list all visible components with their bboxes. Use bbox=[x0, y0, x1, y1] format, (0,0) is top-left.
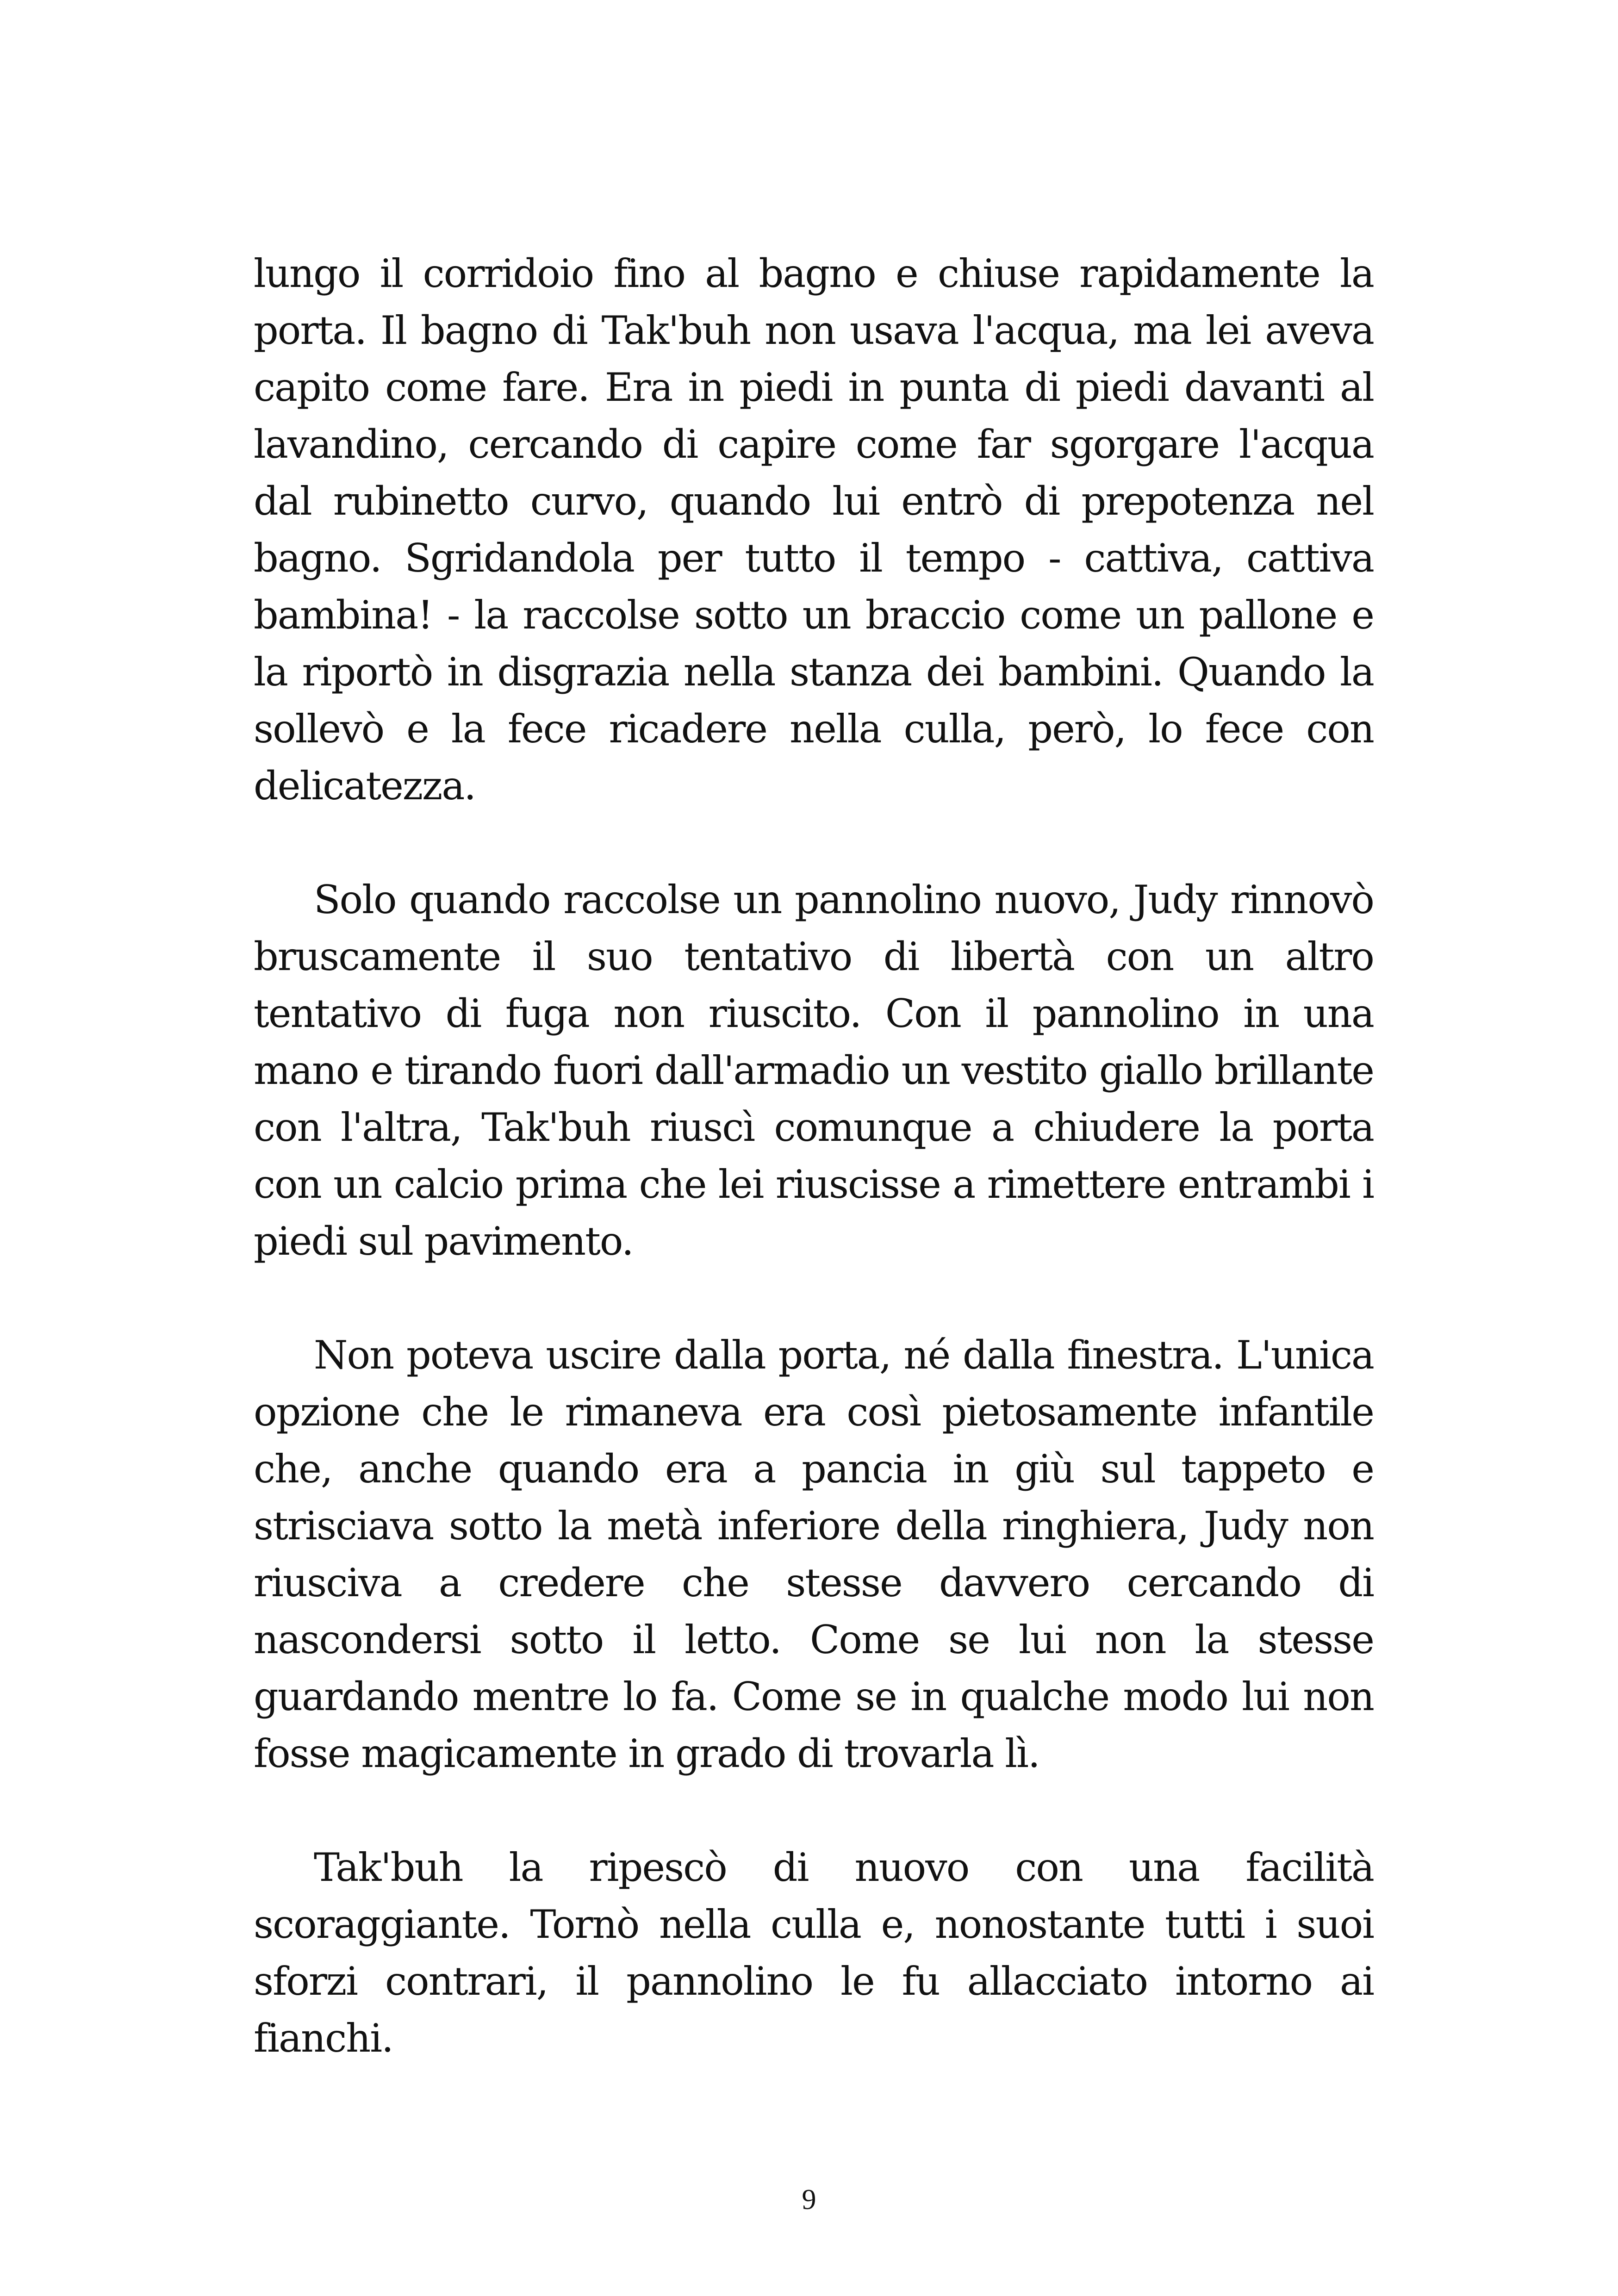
paragraph: Tak'buh la ripescò di nuovo con una facilità scoraggiante. Tornò nella culla e, nonostante tutti i suoi sforzi contrari, il pannolino le fu allacciato intorno ai fianchi. bbox=[254, 1845, 1374, 2061]
document-page bbox=[254, 245, 1374, 2067]
paragraph: Solo quando raccolse un pannolino nuovo, Judy rinnovò bruscamente il suo tentativo di libertà con un altro tentativo di fuga non riuscito. Con il pannolino in una mano e tirando fuori dall'armadio un vestito giallo brillante con l'altra, Tak'buh riuscì comunque a chiudere la porta con un calcio prima che lei riuscisse a rimettere entrambi i piedi sul pavimento. bbox=[254, 877, 1374, 1264]
paragraph: Non poteva uscire dalla porta, né dalla finestra. L'unica opzione che le rimaneva era così pietosamente infantile che, anche quando era a pancia in giù sul tappeto e strisciava sotto la metà inferiore della ringhiera, Judy non riusciva a credere che stesse davvero cercando di nascondersi sotto il letto. Come se lui non la stesse guardando mentre lo fa. Come se in qualche modo lui non fosse magicamente in grado di trovarla lì. bbox=[254, 1332, 1374, 1776]
page-number: 9 bbox=[802, 2184, 816, 2215]
paragraph: lungo il corridoio fino al bagno e chiuse rapidamente la porta. Il bagno di Tak'buh non usava l'acqua, ma lei aveva capito come fare. Era in piedi in punta di piedi davanti al lavandino, cercando di capire come far sgorgare l'acqua dal rubinetto curvo, quando lui entrò di prepotenza nel bagno. Sgridandola per tutto il tempo - cattiva, cattiva bambina! - la raccolse sotto un braccio come un pallone e la riportò in disgrazia nella stanza dei bambini. Quando la sollevò e la fece ricadere nella culla, però, lo fece con delicatezza. bbox=[254, 251, 1374, 809]
